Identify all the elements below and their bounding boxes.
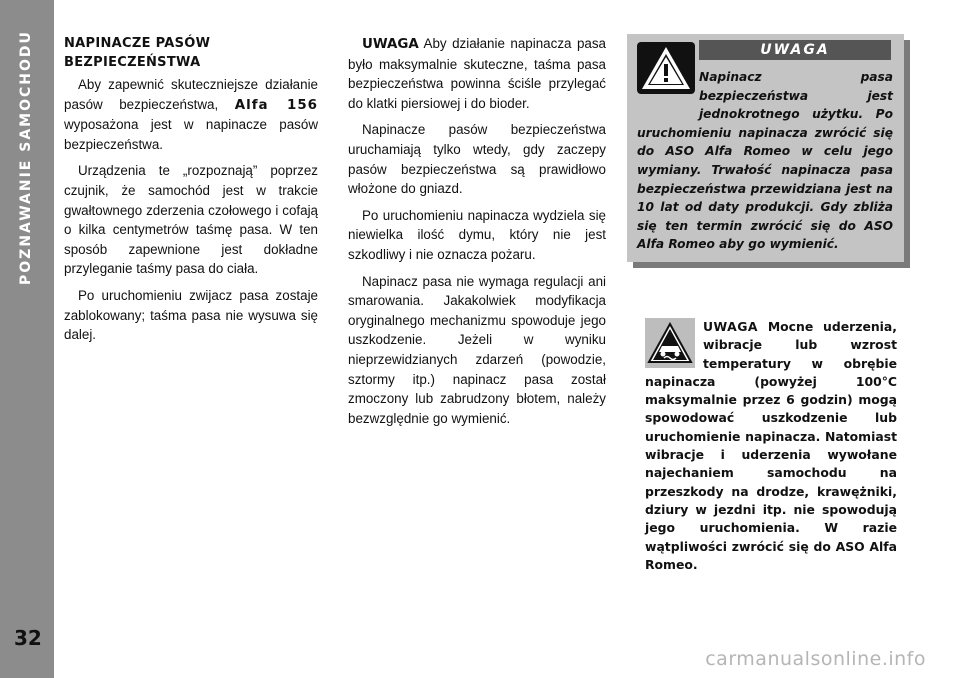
warning-label: UWAGA: [699, 40, 891, 60]
car-skid-icon: [645, 318, 695, 368]
warning-text: [637, 68, 893, 254]
warning-body: Napinacz pasa bezpieczeństwa jest jednokrotnego użytku. Po uruchomieniu napinacza zwrócić się do ASO Alfa Romeo w celu jego wymiany. Trwałość napinacza pasa bezpieczeństwa przewidziana jest na 10 lat od daty produkcji. Gdy zbliża się ten termin zwrócić się do ASO Alfa Romeo aby go wymienić.: [637, 70, 893, 252]
caution-body: Mocne uderzenia, wibracje lub wzrost temperatury w obrębie napinacza (powyżej 100°C maksymalnie przez 6 godzin) mogą spowodować uszkodzenie lub uruchomienie napinacza. Natomiast wibracje i uderzenia wywołane najechaniem samochodu na przeszkody na drodze, krawężniki, dziury w jezdni itp. nie spowodują jego uruchomienia. W razie wątpliwości zwrócić się do ASO Alfa Romeo.: [645, 319, 897, 572]
warning-box: [627, 34, 904, 262]
section-title: POZNAWANIE SAMOCHODU: [18, 30, 34, 285]
paragraph-text: wyposażona jest w napinacze pasów bezpieczeństwa.: [64, 117, 318, 152]
paragraph: [348, 34, 606, 113]
column-2: [348, 34, 606, 435]
column-1: [64, 34, 318, 352]
box-shadow: [633, 262, 910, 268]
box-shadow: [904, 40, 910, 268]
warning-lead: UWAGA: [362, 37, 419, 52]
watermark: carmanualsonline.info: [705, 648, 926, 670]
caution-lead: UWAGA: [703, 319, 759, 334]
paragraph: Napinacze pasów bezpieczeństwa uruchamiają tylko wtedy, gdy zaczepy pasów bezpieczeństwa są prawidłowo włożone do gniazd.: [348, 122, 606, 197]
paragraph-text: Aby zapewnić skuteczniejsze działanie pasów bezpieczeństwa,: [64, 77, 318, 112]
icon-spacer: [637, 68, 699, 106]
paragraph: [64, 75, 318, 154]
heading-line-1: NAPINACZE PASÓW: [64, 36, 211, 51]
paragraph-text: Aby działanie napinacza pasa było maksymalnie skuteczne, taśma pasa bezpieczeństwa powinna ściśle przylegać do klatki piersiowej i do bioder.: [348, 36, 606, 111]
caution-note: [645, 318, 897, 574]
section-heading: [64, 34, 318, 72]
brand-name: Alfa 156: [234, 97, 318, 113]
paragraph: Urządzenia te „rozpoznają” poprzez czujnik, że samochód jest w trakcie gwałtownego zderzenia czołowego i cofają o kilka centymetrów taśmę pasa. W ten sposób zapewnione jest dokładne przyleganie taśmy pasa do ciała.: [64, 163, 318, 277]
paragraph: Napinacz pasa nie wymaga regulacji ani smarowania. Jakakolwiek modyfikacja oryginalnego mechanizmu spowoduje jego uszkodzenie. Jeżeli w wyniku nieprzewidzianych zdarzeń (powodzie, sztormy itp.) napinacz pasa został zmoczony lub zabrudzony błotem, należy bezwzględnie go wymienić.: [348, 273, 606, 426]
page-number: 32: [14, 626, 42, 650]
heading-line-2: BEZPIECZEŃSTWA: [64, 55, 201, 70]
paragraph: Po uruchomieniu napinacza wydziela się niewielka ilość dymu, który nie jest szkodliwy i nie oznacza pożaru.: [348, 207, 606, 262]
paragraph: Po uruchomieniu zwijacz pasa zostaje zablokowany; taśma pasa nie wysuwa się dalej.: [64, 287, 318, 343]
